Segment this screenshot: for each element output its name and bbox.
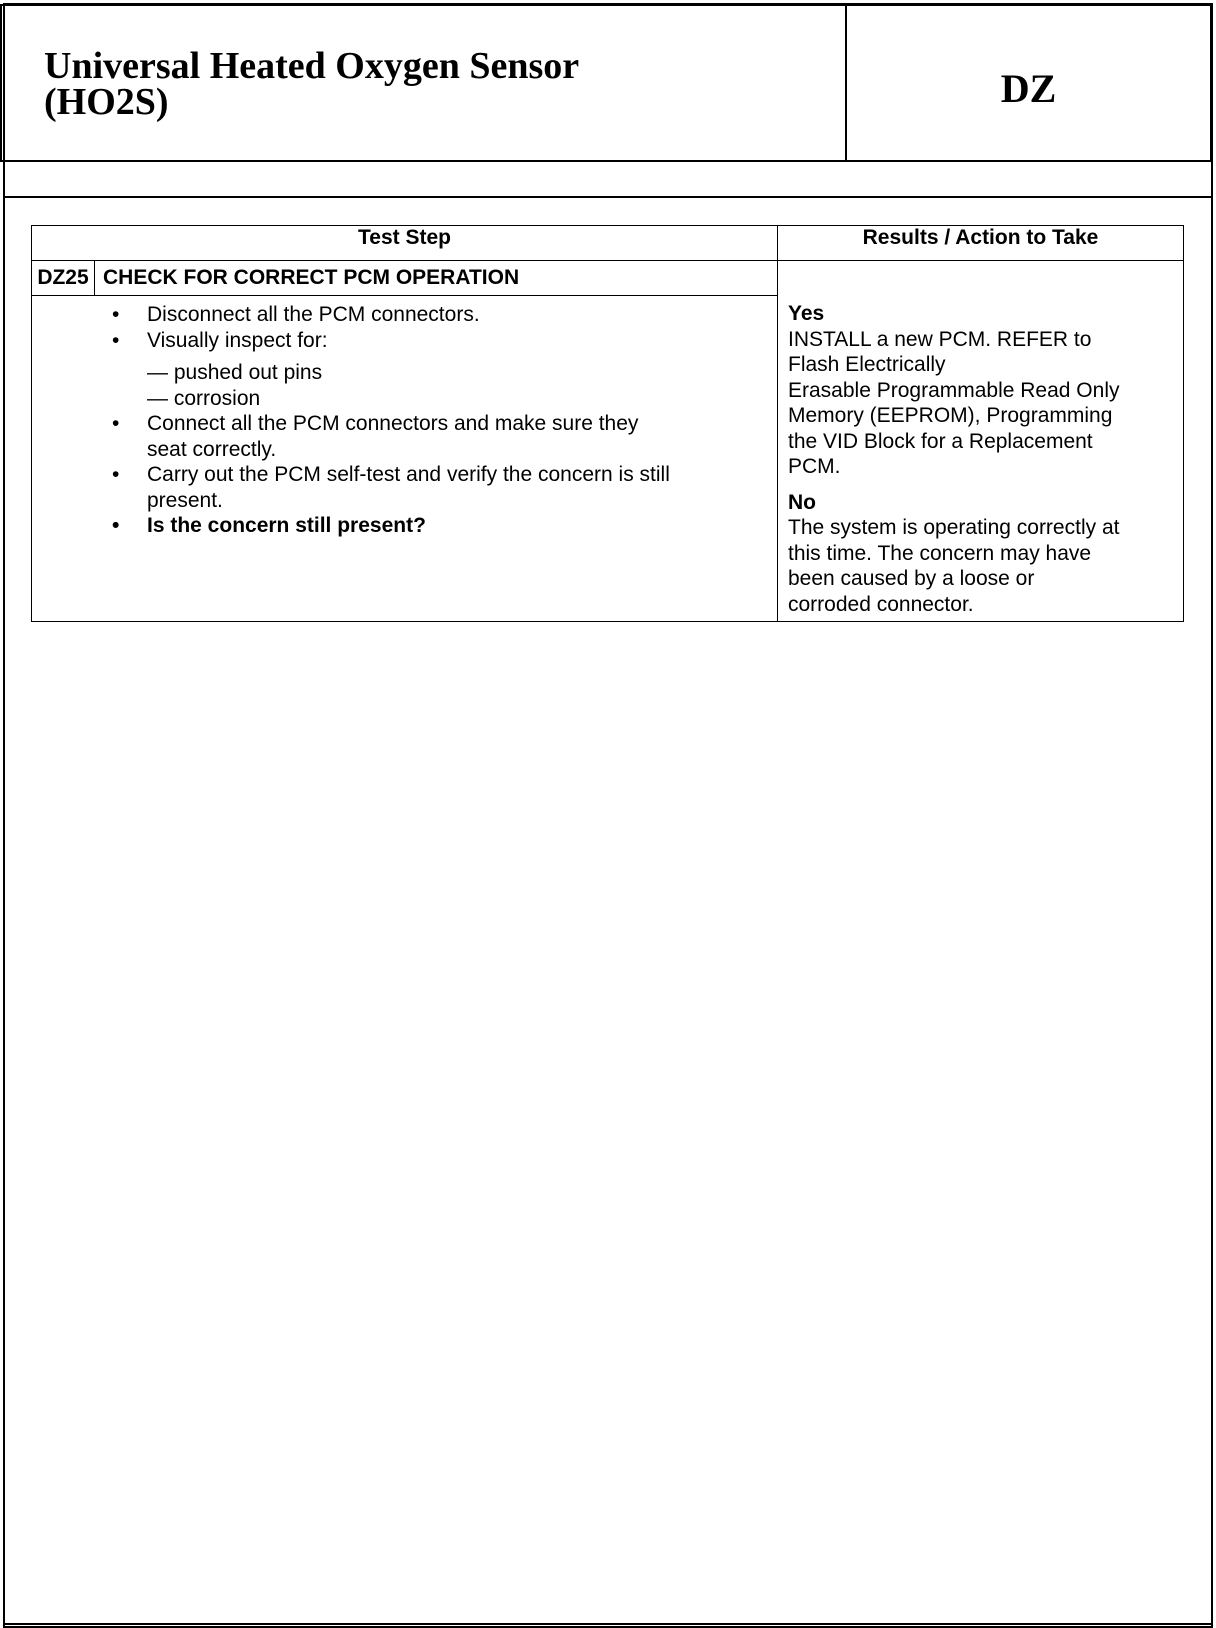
list-item: • Connect all the PCM connectors and make sure they seat correctly. — [112, 412, 639, 461]
bullet-icon: • — [112, 328, 120, 352]
results-header: Results / Action to Take — [778, 226, 1184, 261]
no-text-3: been caused by a loose or — [788, 567, 1035, 590]
bullet-icon: • — [112, 303, 120, 326]
yes-text-3: Erasable Programmable Read Only — [788, 378, 1120, 402]
sub-item: — pushed out pins — [147, 361, 323, 384]
yes-text-4: Memory (EEPROM), Programming — [788, 404, 1113, 427]
test-step-table — [31, 225, 1184, 622]
section-code: DZ — [1000, 65, 1057, 111]
bullet-icon: • — [112, 463, 120, 486]
no-text-1: The system is operating correctly at — [788, 516, 1120, 539]
header — [0, 4, 1212, 162]
yes-text-5: the VID Block for a Replacement — [788, 429, 1093, 453]
yes-label: Yes — [788, 302, 825, 325]
test-step-header: Test Step — [32, 226, 778, 261]
list-item-question: • Is the concern still present? — [112, 514, 426, 537]
title-line-1: Universal Heated Oxygen Sensor — [44, 45, 580, 87]
no-label: No — [788, 490, 816, 514]
yes-text-1: INSTALL a new PCM. REFER to — [788, 327, 1092, 351]
results-cell — [778, 261, 1184, 622]
bullet-icon: • — [112, 514, 120, 537]
page-title — [2, 6, 847, 160]
title-line-2: (HO2S) — [44, 81, 169, 123]
sub-item: — corrosion — [147, 386, 261, 410]
list-item: • Carry out the PCM self-test and verify the concern is still present. — [112, 463, 670, 512]
content-area — [3, 196, 1213, 1628]
no-text-2: this time. The concern may have — [788, 541, 1092, 565]
step-title: CHECK FOR CORRECT PCM OPERATION — [95, 261, 778, 296]
step-id: DZ25 — [32, 261, 95, 296]
no-text-4: corroded connector. — [788, 592, 974, 616]
yes-text-2: Flash Electrically — [788, 353, 946, 376]
step-body — [32, 296, 778, 622]
list-item: • Disconnect all the PCM connectors. — [112, 303, 480, 326]
bullet-icon: • — [112, 412, 120, 435]
list-item: • Visually inspect for: — [112, 328, 328, 352]
yes-text-6: PCM. — [788, 455, 841, 478]
